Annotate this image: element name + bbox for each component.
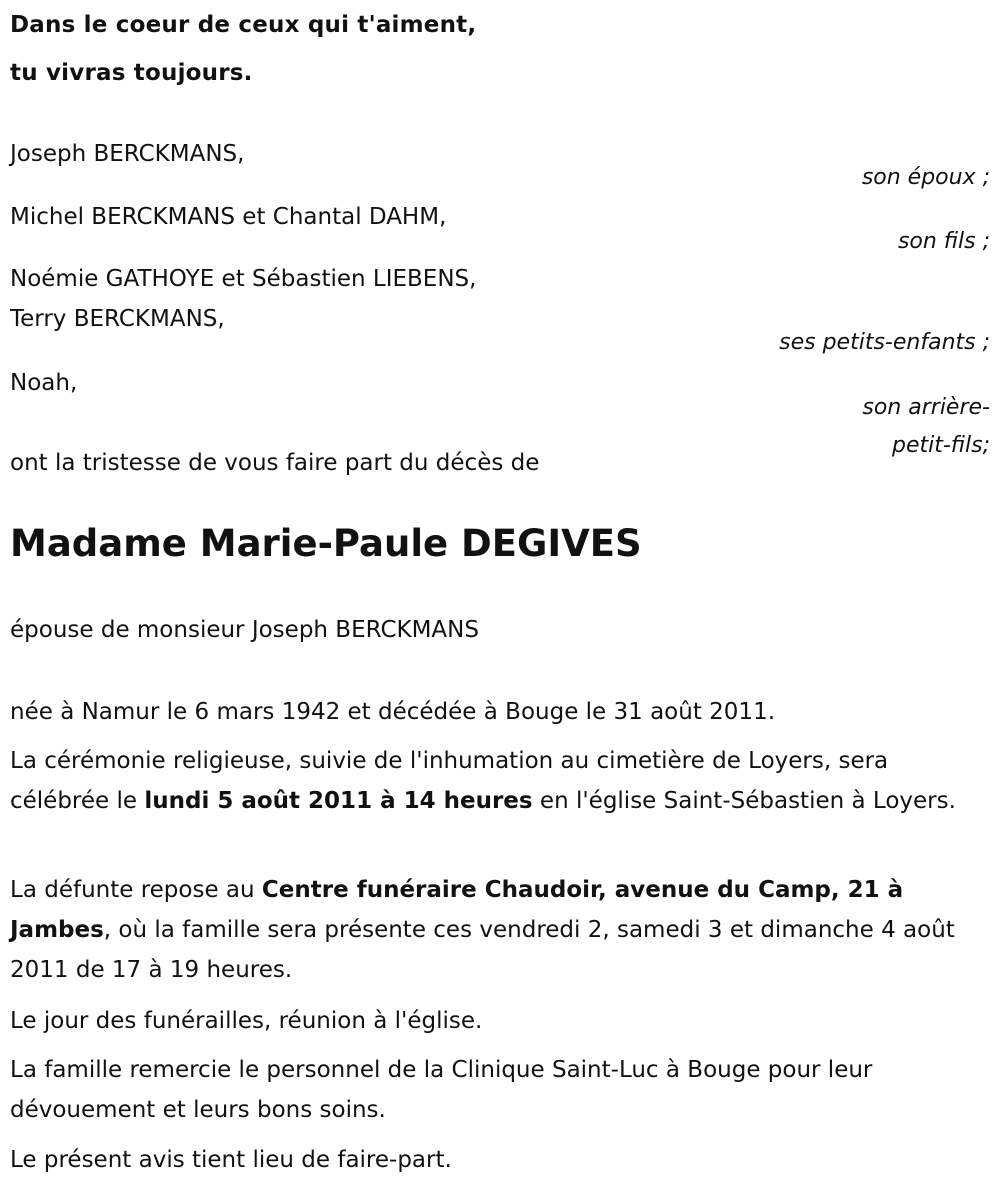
- family-role: ses petits-enfants ;: [779, 330, 990, 355]
- family-role: son arrière-: [862, 395, 990, 420]
- family-role: petit-fils;: [891, 433, 990, 458]
- meeting-paragraph: Le jour des funérailles, réunion à l'église.: [10, 1008, 483, 1034]
- ceremony-text: en l'église Saint-Sébastien à Loyers.: [532, 788, 956, 814]
- ceremony-paragraph: [10, 741, 985, 821]
- repose-text: , où la famille sera présente ces vendredi 2, samedi 3 et dimanche 4 août 2011 de 17 à 19 heures.: [10, 917, 955, 983]
- family-name: Michel BERCKMANS et Chantal DAHM,: [10, 204, 447, 230]
- ceremony-date: lundi 5 août 2011 à 14 heures: [144, 788, 533, 814]
- repose-paragraph: [10, 870, 985, 990]
- birth-death-paragraph: née à Namur le 6 mars 1942 et décédée à Bouge le 31 août 2011.: [10, 699, 776, 725]
- closing-paragraph: Le présent avis tient lieu de faire-part.: [10, 1147, 452, 1173]
- family-role: son époux ;: [861, 165, 990, 190]
- family-name: Joseph BERCKMANS,: [10, 141, 245, 167]
- thanks-paragraph: La famille remercie le personnel de la Clinique Saint-Luc à Bouge pour leur dévouement et leurs bons soins.: [10, 1057, 873, 1123]
- epigraph-line-1: Dans le coeur de ceux qui t'aiment,: [10, 12, 477, 38]
- family-role: son fils ;: [897, 229, 990, 254]
- announcement-text: ont la tristesse de vous faire part du décès de: [10, 450, 540, 476]
- deceased-name: Madame Marie-Paule DEGIVES: [10, 522, 642, 565]
- family-name: Terry BERCKMANS,: [10, 306, 225, 332]
- family-name: Noah,: [10, 370, 78, 396]
- epigraph-line-2: tu vivras toujours.: [10, 60, 253, 86]
- family-name: Noémie GATHOYE et Sébastien LIEBENS,: [10, 266, 477, 292]
- funeral-home-address: Centre funéraire Chaudoir, avenue du Camp, 21 à Jambes: [10, 877, 904, 943]
- repose-text: La défunte repose au: [10, 877, 262, 903]
- ceremony-text: La cérémonie religieuse, suivie de l'inhumation au cimetière de Loyers, sera célébrée le: [10, 748, 889, 814]
- spouse-line: épouse de monsieur Joseph BERCKMANS: [10, 617, 479, 643]
